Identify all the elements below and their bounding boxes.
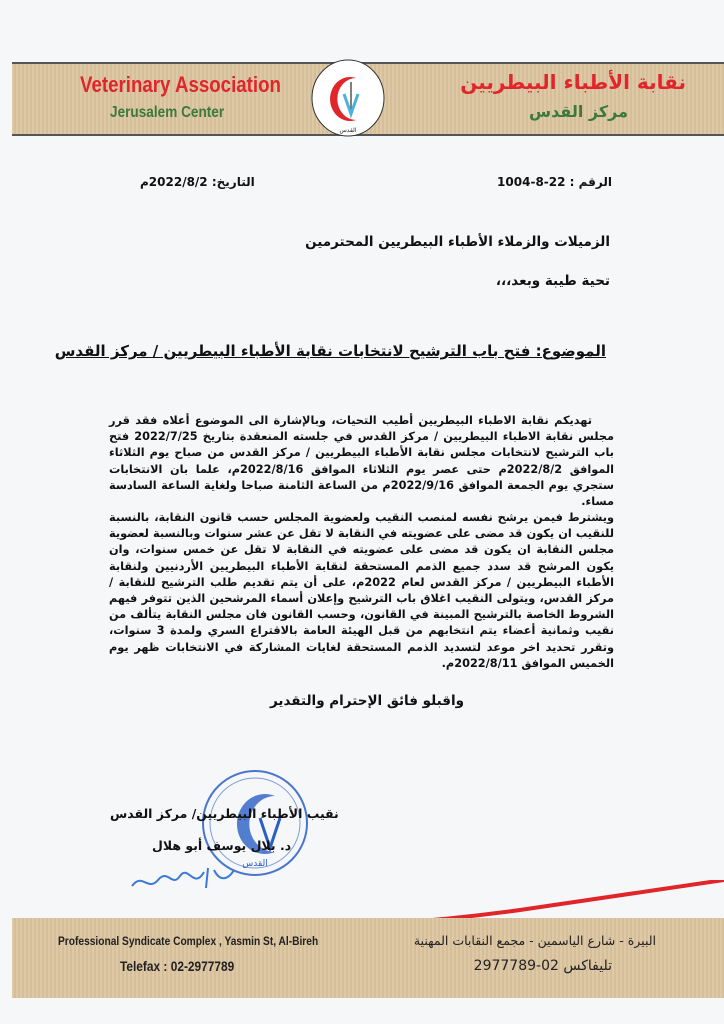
closing-line: واقبلو فائق الإحترام والتقدير [270,693,465,709]
center-name-en: Jerusalem Center [110,104,225,121]
association-logo-icon [310,58,386,138]
footer-telefax-en: Telefax : 02-2977789 [120,958,235,974]
footer-address-en: Professional Syndicate Complex , Yasmin St, Al-Bireh [58,934,319,948]
signatory-name: د. بلال يوسف أبو هلال [152,838,292,853]
footer-address-ar: البيرة - شارع الياسمين - مجمع النقابات المهنية [413,933,656,948]
letter-subject: الموضوع: فتح باب الترشيح لانتخابات نقابة الأطباء البيطريين / مركز القدس [54,342,606,360]
association-name-en: Veterinary Association [80,72,281,97]
association-name-ar: نقابة الأطباء البيطريين [460,70,686,94]
letter-date: التاريخ: 2022/8/2م [140,175,255,189]
center-name-ar: مركز القدس [528,102,628,121]
reference-number: الرقم : 22-8-1004 [497,175,612,189]
svg-text:القدس: القدس [242,859,268,869]
salutation: الزميلات والزملاء الأطباء البيطريين المحترمين [305,234,610,250]
signatory-title: نقيب الأطباء البيطريين/ مركز القدس [110,806,339,821]
footer-band [12,918,724,998]
svg-text:القدس: القدس [339,127,357,134]
greeting: تحية طيبة وبعد،،، [495,273,610,289]
body-paragraph: تهديكم نقابة الاطباء البيطريين أطيب التحيات، وبالإشارة الى الموضوع أعلاه فقد قرر مجلس نقابة الاطباء البيطريين / مركز القدس في جلسته المنعقدة بتاريخ 2022/7/25 فتح باب الترشيح لانتخابات مجلس نقابة الأطباء البيطريين / مركز القدس من صباح يوم الثلاثاء الموافق 2022/8/2م حتى عصر يوم الثلاثاء الموافق 2022/8/16م، علما بان الانتخابات ستجري يوم الجمعة الموافق 2022/9/16م من الساعة الثامنة صباحا ولغاية الساعة السادسة مساء. [109,414,615,509]
body-paragraph: ويشترط فيمن يرشح نفسه لمنصب النقيب ولعضوية المجلس حسب قانون النقابة، بالنسبة للنقيب ان يكون قد مضى على عضويته في النقابة لا تقل عن عشر سنوات وبالنسبة لعضوية مجلس النقابة ان يكون قد مضى على عضويته في النقابة لا تقل عن خمس سنوات، وان يكون المرشح قد سدد جميع الذمم المستحقة لنقابة الأطباء البيطريين الأردنيين ولنقابة الأطباء البيطريين / مركز القدس لعام 2022م، على أن يتم تقديم طلب الترشيح للنقابة / مركز القدس، ويتولى النقيب اغلاق باب الترشيح وإعلان أسماء المرشحين الذين تتوفر فيهم الشروط الخاصة بالترشيح المبينة في القانون، وحسب القانون فان مجلس النقابة يتألف من نقيب وثمانية أعضاء يتم انتخابهم من قبل الهيئة العامة بالاقتراع السري ولمدة 3 سنوات، وتقرر تحديد اخر موعد لتسديد الذمم المستحقة لغايات المشاركة في الانتخابات ظهر يوم الخميس الموافق 2022/8/11م. [109,511,614,670]
footer-telefax-ar: تليفاكس 02-2977789 [473,958,612,974]
